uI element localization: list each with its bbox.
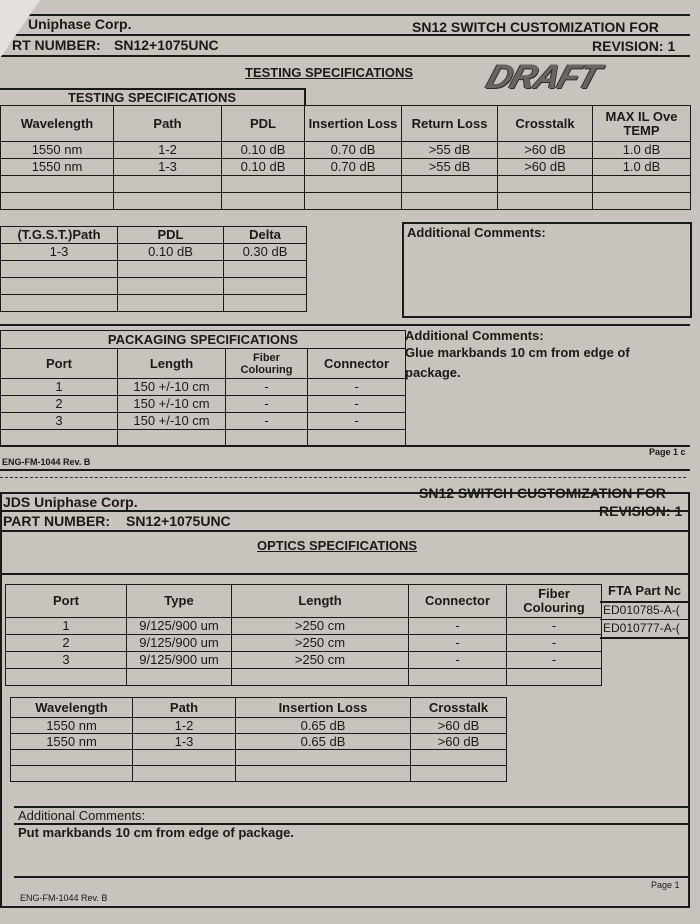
table-row-empty — [1, 261, 307, 278]
header-max-il: MAX IL Ove TEMP — [593, 106, 691, 142]
cell: - — [308, 379, 406, 396]
cell: >55 dB — [402, 159, 498, 176]
header-pdl: PDL — [222, 106, 305, 142]
cell: >55 dB — [402, 142, 498, 159]
cell: 2 — [6, 635, 127, 652]
table-row — [1, 396, 406, 413]
cell: 150 +/-10 cm — [118, 379, 226, 396]
header-path: Path — [114, 106, 222, 142]
cell: 1550 nm — [1, 159, 114, 176]
header-wavelength: Wavelength — [11, 698, 133, 718]
cell: 150 +/-10 cm — [118, 396, 226, 413]
table-row — [1, 159, 691, 176]
cell: 1.0 dB — [593, 159, 691, 176]
cell: 1550 nm — [11, 718, 133, 734]
rule — [0, 530, 688, 532]
header-fiber-colouring: Fiber Colouring — [507, 585, 602, 618]
header-pdl: PDL — [118, 227, 224, 244]
table-row — [1, 413, 406, 430]
cell: - — [308, 396, 406, 413]
cell: >250 cm — [232, 618, 409, 635]
optics-table — [5, 584, 602, 686]
header-fiber-colouring: Fiber Colouring — [226, 349, 308, 379]
cell: 9/125/900 um — [127, 618, 232, 635]
table-row — [1, 244, 307, 261]
cell: 1 — [1, 379, 118, 396]
cell: 1 — [6, 618, 127, 635]
cell: 0.10 dB — [222, 159, 305, 176]
rule — [0, 469, 690, 471]
cell: 1-2 — [114, 142, 222, 159]
cell: 0.70 dB — [305, 159, 402, 176]
form-id: ENG-FM-1044 Rev. B — [20, 893, 108, 903]
form-id: ENG-FM-1044 Rev. B — [2, 457, 91, 467]
cell: - — [507, 618, 602, 635]
fta-header: FTA Part Nc — [608, 583, 681, 598]
header-length: Length — [232, 585, 409, 618]
cell: 150 +/-10 cm — [118, 413, 226, 430]
rule — [0, 55, 690, 57]
cell: - — [226, 413, 308, 430]
cell: >60 dB — [498, 142, 593, 159]
fta-part-1: ED010785-A-( — [603, 603, 680, 617]
header-connector: Connector — [409, 585, 507, 618]
company-name: JDS Uniphase Corp. — [3, 494, 138, 510]
loss-table — [10, 697, 507, 782]
testing-caption: TESTING SPECIFICATIONS — [0, 88, 306, 106]
section-title: TESTING SPECIFICATIONS — [245, 65, 414, 80]
header-insertion-loss: Insertion Loss — [236, 698, 411, 718]
table-row-empty — [1, 278, 307, 295]
cell: - — [409, 652, 507, 669]
packaging-table — [0, 330, 406, 447]
cell: 2 — [1, 396, 118, 413]
part-number-label: RT NUMBER: — [12, 37, 101, 53]
cell: 9/125/900 um — [127, 635, 232, 652]
perforation — [0, 477, 686, 478]
cell: - — [507, 652, 602, 669]
header-port: Port — [6, 585, 127, 618]
table-row-empty — [1, 176, 691, 193]
part-number: SN12+1075UNC — [126, 513, 231, 529]
company-name: Uniphase Corp. — [28, 16, 132, 32]
draft-stamp: DRAFT — [481, 58, 605, 96]
table-row-empty — [1, 430, 406, 447]
tgst-table — [0, 226, 307, 312]
cell: - — [409, 618, 507, 635]
cell: 0.10 dB — [118, 244, 224, 261]
cell: - — [308, 413, 406, 430]
cell: >250 cm — [232, 652, 409, 669]
cell: 9/125/900 um — [127, 652, 232, 669]
table-row-empty — [1, 295, 307, 312]
table-row — [6, 635, 602, 652]
cell: 1-3 — [133, 734, 236, 750]
doc-title: SN12 SWITCH CUSTOMIZATION FOR — [412, 19, 659, 35]
header-length: Length — [118, 349, 226, 379]
table-row — [1, 142, 691, 159]
table-row-empty — [11, 750, 507, 766]
cell: 1.0 dB — [593, 142, 691, 159]
cell: 0.70 dB — [305, 142, 402, 159]
rule — [600, 637, 688, 639]
revision: REVISION: 1 — [599, 503, 683, 519]
header-port: Port — [1, 349, 118, 379]
rule — [0, 34, 690, 36]
header-return-loss: Return Loss — [402, 106, 498, 142]
header-connector: Connector — [308, 349, 406, 379]
cell: - — [409, 635, 507, 652]
rule — [0, 573, 688, 575]
packaging-caption: PACKAGING SPECIFICATIONS — [1, 331, 406, 349]
cell: 0.65 dB — [236, 734, 411, 750]
table-row — [1, 379, 406, 396]
rule — [0, 324, 690, 326]
rule — [14, 876, 688, 878]
table-row — [11, 734, 507, 750]
additional-comments-label: Additional Comments: — [405, 328, 544, 343]
additional-comments-label: Additional Comments: — [407, 225, 546, 240]
page-number: Page 1 — [651, 880, 680, 890]
cell: 0.65 dB — [236, 718, 411, 734]
page-curl — [0, 0, 40, 58]
cell: 1550 nm — [1, 142, 114, 159]
table-row-empty — [1, 193, 691, 210]
header-path: Path — [133, 698, 236, 718]
cell: >60 dB — [411, 734, 507, 750]
cell: 1550 nm — [11, 734, 133, 750]
cell: 1-2 — [133, 718, 236, 734]
rule — [600, 619, 688, 620]
cell: 0.30 dB — [224, 244, 307, 261]
cell: - — [226, 396, 308, 413]
header-insertion-loss: Insertion Loss — [305, 106, 402, 142]
additional-comments-label: Additional Comments: — [18, 808, 146, 823]
cell: - — [507, 635, 602, 652]
additional-comments-box — [402, 222, 692, 318]
additional-comments-2 — [405, 328, 688, 383]
cell: - — [226, 379, 308, 396]
page-number: Page 1 c — [649, 447, 686, 457]
cell: 3 — [1, 413, 118, 430]
table-row — [6, 618, 602, 635]
part-number: SN12+1075UNC — [114, 37, 219, 53]
table-row — [6, 652, 602, 669]
header-crosstalk: Crosstalk — [498, 106, 593, 142]
cell: 1-3 — [114, 159, 222, 176]
cell: >60 dB — [498, 159, 593, 176]
header-wavelength: Wavelength — [1, 106, 114, 142]
rule — [0, 510, 688, 512]
cell: >250 cm — [232, 635, 409, 652]
section-title: OPTICS SPECIFICATIONS — [257, 538, 418, 553]
testing-table — [0, 105, 691, 210]
table-row — [11, 718, 507, 734]
table-row-empty — [11, 766, 507, 782]
cell: 1-3 — [1, 244, 118, 261]
header-type: Type — [127, 585, 232, 618]
header-crosstalk: Crosstalk — [411, 698, 507, 718]
additional-comments-text: Put markbands 10 cm from edge of package. — [18, 825, 294, 840]
header-delta: Delta — [224, 227, 307, 244]
revision: REVISION: 1 — [592, 38, 676, 54]
cell: >60 dB — [411, 718, 507, 734]
cell: 0.10 dB — [222, 142, 305, 159]
fta-part-2: ED010777-A-( — [603, 621, 680, 635]
rule — [0, 445, 690, 447]
part-number-label: PART NUMBER: — [3, 513, 111, 529]
table-row-empty — [6, 669, 602, 686]
header-tgst-path: (T.G.S.T.)Path — [1, 227, 118, 244]
additional-comments-text: Glue markbands 10 cm from edge of package. — [405, 345, 630, 380]
cell: 3 — [6, 652, 127, 669]
doc-title: SN12 SWITCH CUSTOMIZATION FOR — [419, 485, 666, 501]
